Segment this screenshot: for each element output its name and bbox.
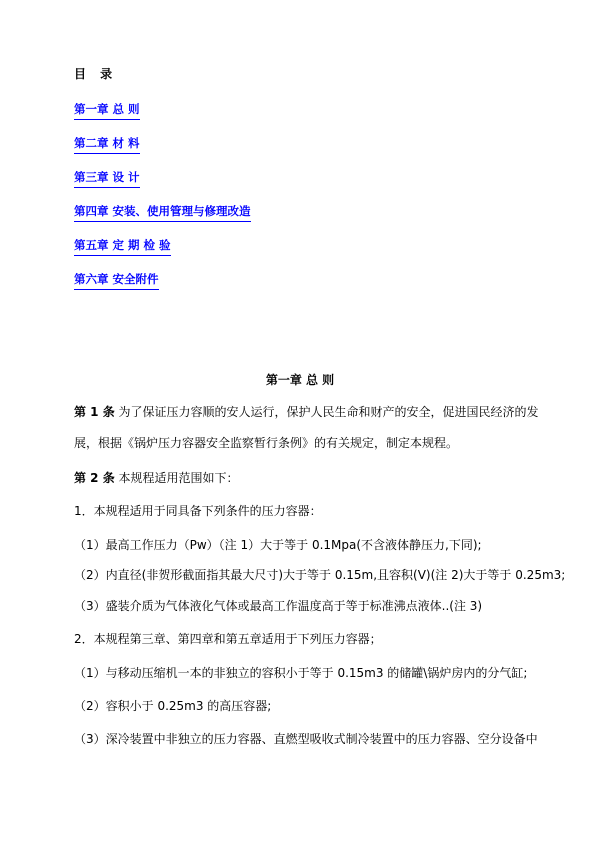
chapter-heading: 第一章 总 则 <box>265 373 335 387</box>
article-2-item: （1）与移动压缩机一本的非独立的容积小于等于 0.15m3 的储罐\锅炉房内的分气缸; <box>74 666 528 680</box>
article-1-text-line-1: 为了保证压力容顺的安人运行，保护人民生命和财产的安全，促进国民经济的发 <box>114 405 539 419</box>
article-2-item: （1）最高工作压力（Pw）（注 1）大于等于 0.1Mpa(不含液体静压力,下同); <box>74 538 482 552</box>
article-2-intro <box>74 470 538 486</box>
article-2-item: 2．本规程第三章、第四章和第五章适用于下列压力容器； <box>74 632 382 646</box>
toc-link-chapter-2[interactable]: 第二章 材 料 <box>74 136 140 154</box>
article-2-item: （2）内直径(非贺形截面指其最大尺寸)大于等于 0.15m,且容积(V)(注 2)大于等于 0.25m3; <box>74 568 566 582</box>
toc-link-chapter-1[interactable]: 第一章 总 则 <box>74 102 140 120</box>
article-2-item: 1．本规程适用于同具备下列条件的压力容器： <box>74 504 322 518</box>
article-2-intro-text: 本规程适用范围如下： <box>114 471 239 485</box>
article-2-item: （3）盛装介质为气体液化气体或最高工作温度高于等于标准沸点液体..(注 3) <box>74 599 483 613</box>
toc-list <box>74 98 251 302</box>
article-1-paragraph-line-1 <box>74 404 538 420</box>
toc-link-chapter-4[interactable]: 第四章 安装、使用管理与修理改造 <box>74 204 251 222</box>
toc-item <box>74 200 251 234</box>
toc-item <box>74 132 251 166</box>
toc-link-chapter-5[interactable]: 第五章 定 期 检 验 <box>74 238 171 256</box>
toc-link-chapter-6[interactable]: 第六章 安全附件 <box>74 272 159 290</box>
toc-item <box>74 98 251 132</box>
article-2-item: （3）深冷装置中非独立的压力容器、直燃型吸收式制冷装置中的压力容器、空分设备中 <box>74 732 538 746</box>
article-2-label: 第 2 条 <box>74 471 115 485</box>
toc-item <box>74 234 251 268</box>
toc-link-chapter-3[interactable]: 第三章 设 计 <box>74 170 140 188</box>
article-2-item: （2）容积小于 0.25m3 的高压容器; <box>74 699 272 713</box>
article-1-text-line-2: 展，根据《锅炉压力容器安全监察暂行条例》的有关规定，制定本规程。 <box>74 436 459 450</box>
toc-title: 目 录 <box>74 67 118 81</box>
article-1-label: 第 1 条 <box>74 405 115 419</box>
article-1-paragraph-line-2 <box>74 435 538 451</box>
toc-item <box>74 166 251 200</box>
toc-item <box>74 268 251 302</box>
